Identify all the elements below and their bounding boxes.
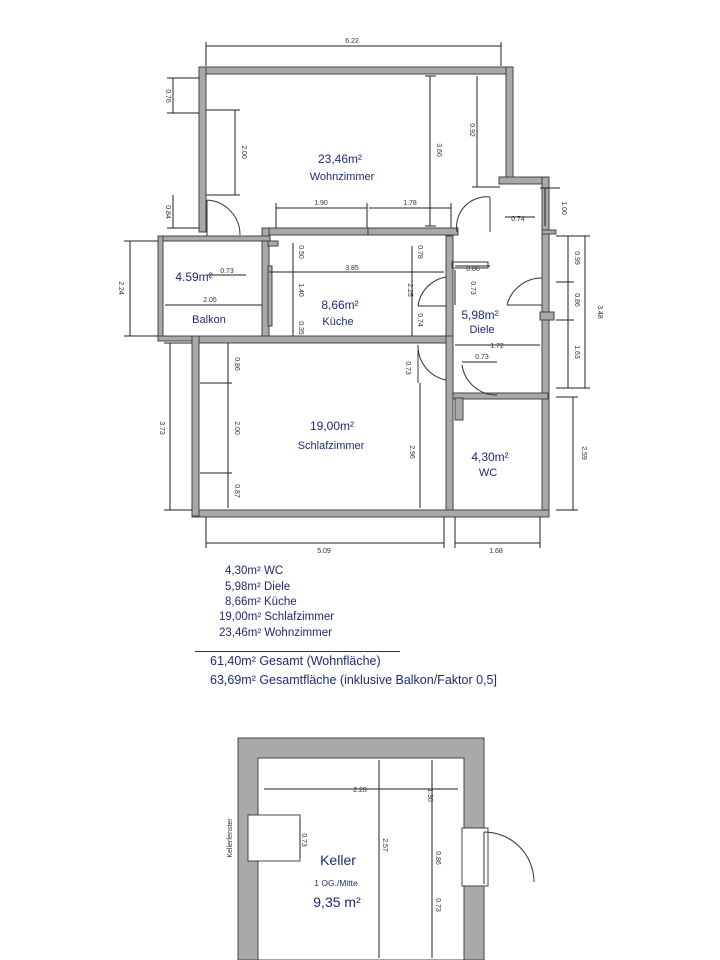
room-name-wc: WC <box>478 467 498 479</box>
dim-w-178: 1.78 <box>403 200 417 207</box>
summary-row-diele: 5,98m² Diele <box>225 581 291 593</box>
dim-w-190: 1.90 <box>314 200 328 207</box>
room-area-diele: 5,98m² <box>461 308 499 322</box>
dim-bottom-168: 1.68 <box>489 548 503 555</box>
door-arc-wc <box>462 365 497 395</box>
dim-s-086: 0.86 <box>233 357 240 371</box>
summary-separator <box>195 651 400 652</box>
room-name-schlafzimmer: Schlafzimmer <box>297 440 365 452</box>
room-area-balkon: 4.59m² <box>175 270 213 284</box>
room-name-wohnzimmer: Wohnzimmer <box>309 171 375 183</box>
dim-balkon-205: 2.05 <box>203 297 217 304</box>
dim-k-050: 0.50 <box>297 245 304 259</box>
keller-plan <box>227 738 534 960</box>
door-arc-entry <box>457 197 490 232</box>
dim-left-200-wohn: 2.00 <box>240 145 247 159</box>
summary-row-kueche: 8,66m² Küche <box>225 596 297 608</box>
dim-s-200: 2.00 <box>233 421 240 435</box>
dim-bottom-509: 5.09 <box>317 548 331 555</box>
dim-right-074: 0.74 <box>511 216 525 223</box>
dim-wohn-360: 3.60 <box>435 143 442 157</box>
door-arc-diele <box>507 278 542 305</box>
room-area-wohnzimmer: 23,46m² <box>317 152 363 166</box>
door-arc-balkon <box>207 200 240 235</box>
door-arc-schlaf <box>418 345 446 380</box>
room-name-balkon: Balkon <box>192 314 226 326</box>
dim-k-385: 3.85 <box>345 265 359 272</box>
room-name-diele: Diele <box>469 324 495 336</box>
keller-floor: 1 OG./Mitte <box>314 878 358 888</box>
dim-left-084: 0.84 <box>164 205 171 219</box>
dim-balkon-224: 2.24 <box>117 281 124 295</box>
dim-d-172: 1.72 <box>490 343 504 350</box>
dim-d-163: 1.63 <box>573 345 580 359</box>
keller-door-arc <box>484 832 534 882</box>
dim-d-348: 3.48 <box>596 305 603 319</box>
dim-k-140: 1.40 <box>297 283 304 297</box>
dim-s-073: 0.73 <box>404 361 411 375</box>
room-area-schlafzimmer: 19,00m² <box>309 419 355 433</box>
keller-name: Keller <box>320 852 356 868</box>
total-gesamtflaeche: 63,69m² Gesamtfläche (inklusive Balkon/Faktor 0,5] <box>210 673 497 687</box>
summary-row-schlafzimmer: 19,00m² Schlafzimmer <box>219 611 335 623</box>
room-area-wc: 4,30m² <box>471 450 509 464</box>
dim-d-086b: 0.86 <box>573 293 580 307</box>
dim-d-086a: 0.86 <box>466 266 480 273</box>
dim-right-100: 1.00 <box>560 201 567 215</box>
dim-wc-073: 0.73 <box>475 354 489 361</box>
keller-dim-e: 0.73 <box>434 898 441 912</box>
keller-dim-top: 2.28 <box>353 787 367 794</box>
dim-k-035: 0.35 <box>297 321 304 335</box>
dim-s-373: 3.73 <box>158 421 165 435</box>
keller-dim-b: 0.73 <box>300 833 307 847</box>
keller-dim-d: 0.86 <box>434 851 441 865</box>
keller-dim-a: 1.30 <box>426 788 433 802</box>
room-labels <box>175 152 508 479</box>
total-wohnflaeche: 61,40m² Gesamt (Wohnfläche) <box>210 654 381 668</box>
dim-left-076: 0.76 <box>164 89 171 103</box>
door-arc-kueche <box>418 277 446 306</box>
dim-s-296: 2.96 <box>408 445 415 459</box>
room-name-kueche: Küche <box>322 316 354 328</box>
dim-k-074: 0.74 <box>416 313 423 327</box>
dim-wc-259: 2.59 <box>580 446 587 460</box>
room-area-kueche: 8,66m² <box>321 298 359 312</box>
dim-k-225: 2.25 <box>406 283 413 297</box>
keller-window-label: Kellerfenster <box>227 818 234 858</box>
dim-d-099: 0.99 <box>573 251 580 265</box>
summary-row-wc: 4,30m² WC <box>225 565 284 577</box>
dim-right-092: 0.92 <box>468 123 475 137</box>
dim-s-087: 0.87 <box>233 484 240 498</box>
dim-balkon-073: 0.73 <box>220 268 234 275</box>
dim-k-078: 0.78 <box>416 245 423 259</box>
summary-row-wohnzimmer: 23,46m² Wohnzimmer <box>219 627 332 639</box>
keller-area: 9,35 m² <box>313 894 361 910</box>
keller-dim-c: 2.57 <box>381 838 388 852</box>
dimension-labels <box>117 38 603 555</box>
dim-d-073: 0.73 <box>469 281 476 295</box>
dim-top-width: 6.22 <box>345 38 359 45</box>
